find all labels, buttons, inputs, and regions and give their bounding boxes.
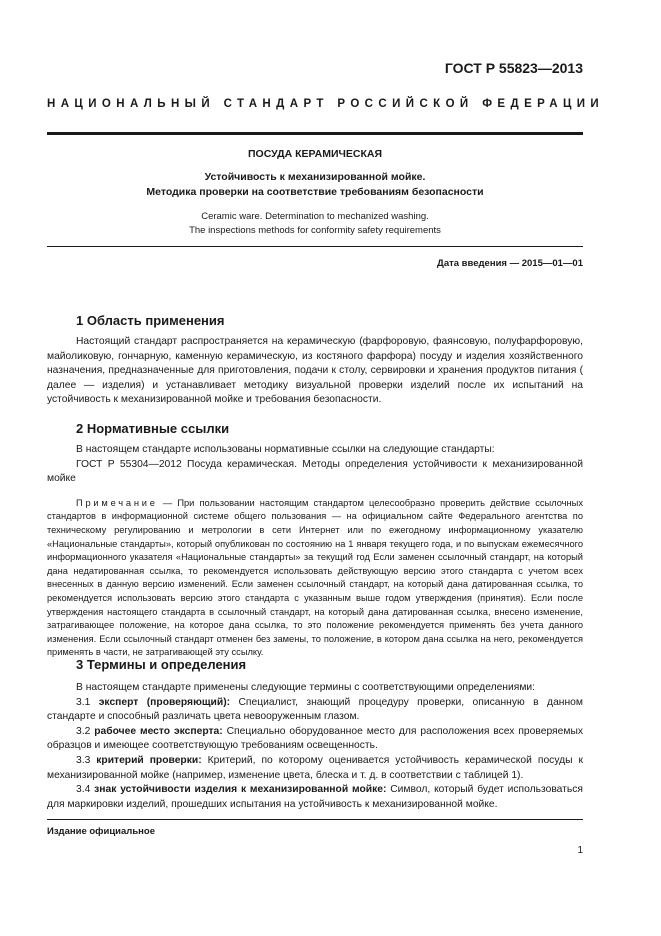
thin-divider <box>47 246 583 247</box>
term-item: 3.2 рабочее место эксперта: Специально оборудованное место для расположения всех проверяемых образцов и имеющее соответствующую требованиям освещенность. <box>47 725 583 752</box>
section-2-note <box>47 497 583 660</box>
term-name: рабочее место эксперта: <box>94 725 223 737</box>
note-label: Примечание <box>76 497 158 508</box>
subtitle-line-1: Устойчивость к механизированной мойке. <box>204 171 426 183</box>
english-title <box>47 210 583 238</box>
section-3-body <box>47 681 583 812</box>
note-text: — При пользовании настоящим стандартом целесообразно проверить действие ссылочных стандартов в информационной системе общего пользования — на официальном сайте Федерального агентства по техническому регулированию и метрологии в сети Интернет или по ежегодному информационному указателю «Национальные стандарты», который опубликован по состоянию на 1 января текущего года, и по выпускам ежемесячного информационного указателя «Национальные стандарты» за текущий год Если заменен ссылочный стандарт, на который дана недатированная ссылка, то рекомендуется использовать действующую версию этого стандарта с учетом всех внесенных в данную версию изменений. Если заменен ссылочный стандарт, на который дана датированная ссылка, то рекомендуется использовать версию этого стандарта с указанным выше годом утверждения (принятия). Если после утверждения настоящего стандарта в ссылочный стандарт, на который дана датированная ссылка, внесено изменение, затрагивающее положение, на которое дана ссылка, то это положение рекомендуется применять без учета данного изменения. Если ссылочный стандарт отменен без замены, то положение, в котором дана ссылка на него, рекомендуется применять в части, не затрагивающей эту ссылку. <box>47 497 583 658</box>
term-item: 3.3 критерий проверки: Критерий, по которому оценивается устойчивость керамической посуды к механизированной мойке (например, изменение цвета, блеска и т. д. в соответствии с таблицей 1). <box>47 754 583 781</box>
official-edition-label: Издание официальное <box>47 826 155 837</box>
section-2-heading: 2 Нормативные ссылки <box>76 421 230 436</box>
page-number: 1 <box>577 845 583 856</box>
english-title-line-2: The inspections methods for conformity safety requirements <box>189 225 441 236</box>
section-1-paragraph: Настоящий стандарт распространяется на керамическую (фарфоровую, фаянсовую, полуфарфоровую, майоликовую, гончарную, каменную керамическую, из костяного фарфора) посуду и изделия хозяйственного назначения, предназначенные для приготовления, подачи к столу, сервировки и хранения продуктов питания ( далее — изделия) и устанавливает методику визуальной проверки изделий после их испытаний на устойчивость к механизированной мойке и требования безопасности. <box>47 336 583 406</box>
subtitle-line-2: Методика проверки на соответствие требованиям безопасности <box>146 185 484 198</box>
term-item: 3.4 знак устойчивости изделия к механизированной мойке: Символ, который будет использоваться для маркировки изделий, прошедших испытания на устойчивость к механизированной мойке. <box>47 784 583 810</box>
footer-divider <box>47 819 583 820</box>
english-title-line-1: Ceramic ware. Determination to mechanized washing. <box>201 211 429 222</box>
document-title: ПОСУДА КЕРАМИЧЕСКАЯ <box>247 148 382 160</box>
term-name: эксперт (проверяющий): <box>98 696 231 708</box>
section-1-heading: 1 Область применения <box>76 313 225 328</box>
section-3-intro: В настоящем стандарте применены следующие термины с соответствующими определениями: <box>76 682 536 693</box>
section-2-body <box>47 443 583 660</box>
introduction-date: Дата введения — 2015—01—01 <box>437 258 583 269</box>
section-3-heading: 3 Термины и определения <box>76 657 247 672</box>
national-standard-banner: НАЦИОНАЛЬНЫЙ СТАНДАРТ РОССИЙСКОЙ ФЕДЕРАЦИИ <box>47 98 605 110</box>
section-2-paragraph-1: В настоящем стандарте использованы нормативные ссылки на следующие стандарты: <box>76 444 495 455</box>
term-item: 3.1 эксперт (проверяющий): Специалист, знающий процедуру проверки, описанную в данном стандарте и способный различать цвета невооруженным глазом. <box>47 696 583 723</box>
document-subtitle <box>47 170 583 199</box>
section-2-reference: ГОСТ Р 55304—2012 Посуда керамическая. Методы определения устойчивости к механизированной мойке <box>47 458 583 485</box>
term-name: критерий проверки: <box>96 754 202 766</box>
term-name: знак устойчивости изделия к механизированной мойке: <box>94 784 387 796</box>
document-number: ГОСТ Р 55823—2013 <box>444 60 583 76</box>
section-1-body <box>47 335 583 408</box>
thick-divider <box>47 132 583 135</box>
